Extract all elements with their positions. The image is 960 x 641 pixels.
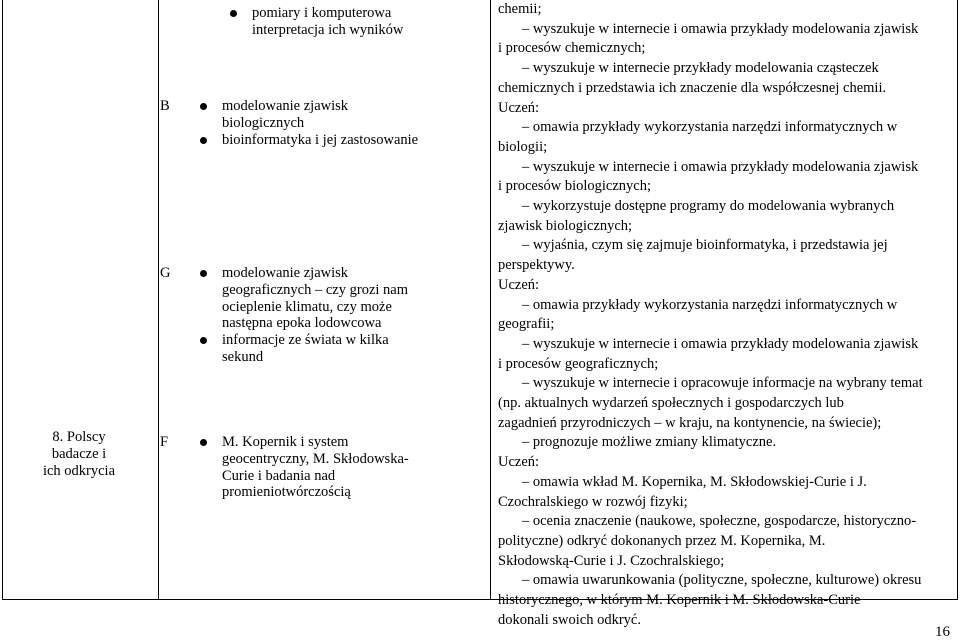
outcome-line: Uczeń: [498, 454, 540, 471]
outcome-line: Czochralskiego w rozwój fizyki; [498, 493, 688, 510]
outcome-line: polityczne) odkryć dokonanych przez M. Kopernika, M. [498, 532, 826, 549]
outcome-line: – ocenia znaczenie (naukowe, społeczne, gospodarcze, historyczno- [522, 513, 917, 530]
outcome-line: dokonali swoich odkryć. [498, 611, 641, 628]
outcome-line: zagadnień przyrodniczych – w kraju, na kontynencie, na świecie); [498, 414, 882, 431]
outcome-line: – prognozuje możliwe zmiany klimatyczne. [522, 434, 777, 451]
topic-line: badacze i [51, 445, 107, 462]
bullet-list [190, 5, 478, 39]
bullet-icon [200, 103, 207, 110]
outcome-line: – omawia przykłady wykorzystania narzędzi informatycznych w [522, 296, 898, 313]
outcome-line: – wyszukuje w internecie i omawia przykłady modelowania zjawisk [522, 335, 919, 352]
outcome-line: (np. aktualnych wydarzeń społecznych i gospodarczych lub [498, 395, 844, 412]
learning-outcomes-cell [498, 0, 950, 631]
outcome-line: – omawia wkład M. Kopernika, M. Skłodowskiej-Curie i J. [522, 473, 867, 490]
list-item: informacje ze świata w kilka sekund [160, 332, 448, 366]
bullet-list [160, 434, 448, 501]
outcome-line: chemii; [498, 1, 542, 17]
list-item: modelowanie zjawisk biologicznych [160, 98, 448, 132]
outcome-line: – wyszukuje w internecie przykłady modelowania cząsteczek [522, 60, 879, 77]
page-number: 16 [935, 624, 950, 640]
outcome-line: chemicznych i przedstawia ich znaczenie dla współczesnej chemii. [498, 79, 887, 96]
outcome-line: i procesów biologicznych; [498, 178, 652, 195]
outcome-line: – wyszukuje w internecie i omawia przykłady modelowania zjawisk [522, 20, 919, 37]
outcome-line: – wyjaśnia, czym się zajmuje bioinformatyka, i przedstawia jej [522, 237, 888, 254]
outcome-line: perspektywy. [498, 257, 575, 274]
group-letter: B [160, 98, 170, 114]
outcome-line: – wykorzystuje dostępne programy do modelowania wybranych [522, 198, 895, 215]
bullet-icon [200, 439, 207, 446]
bullet-list [160, 98, 448, 148]
bullet-icon [200, 137, 207, 144]
table-border-left [2, 0, 3, 600]
topic-cell [2, 429, 156, 479]
bullet-icon [200, 337, 207, 344]
group-letter: F [160, 434, 169, 450]
outcome-line: Skłodowską-Curie i J. Czochralskiego; [498, 552, 725, 569]
list-item: modelowanie zjawisk geograficznych – czy grozi nam ocieplenie klimatu, czy może następna epoka lodowcowa [160, 265, 448, 332]
column-divider-content [490, 0, 491, 600]
outcome-line: i procesów chemicznych; [498, 40, 646, 57]
outcome-line: zjawisk biologicznych; [498, 217, 633, 234]
list-item: M. Kopernik i system geocentryczny, M. Skłodowska- Curie i badania nad promieniotwórczością [160, 434, 448, 501]
topic-line: ich odkrycia [42, 462, 116, 479]
table-border-right [957, 0, 958, 600]
group-letter: G [160, 265, 171, 281]
bullet-icon [230, 10, 237, 17]
outcome-line: biologii; [498, 138, 548, 155]
outcome-line: – wyszukuje w internecie i opracowuje informacje na wybrany temat [522, 375, 923, 392]
outcome-line: – omawia uwarunkowania (polityczne, społeczne, kulturowe) okresu [522, 572, 922, 589]
column-divider-topic [158, 0, 159, 600]
outcome-line: Uczeń: [498, 276, 540, 293]
outcome-line: historycznego, w którym M. Kopernik i M. Skłodowska-Curie [498, 592, 861, 609]
bullet-list [160, 265, 448, 366]
outcome-line: geografii; [498, 316, 555, 333]
outcome-line: i procesów geograficznych; [498, 355, 659, 372]
list-item: pomiary i komputerowa interpretacja ich wyników [190, 5, 478, 39]
outcome-line: – omawia przykłady wykorzystania narzędzi informatycznych w [522, 119, 898, 136]
topic-line: 8. Polscy [52, 429, 106, 445]
bullet-icon [200, 270, 207, 277]
outcome-line: – wyszukuje w internecie i omawia przykłady modelowania zjawisk [522, 158, 919, 175]
outcome-line: Uczeń: [498, 99, 540, 116]
list-item: bioinformatyka i jej zastosowanie [160, 132, 448, 149]
